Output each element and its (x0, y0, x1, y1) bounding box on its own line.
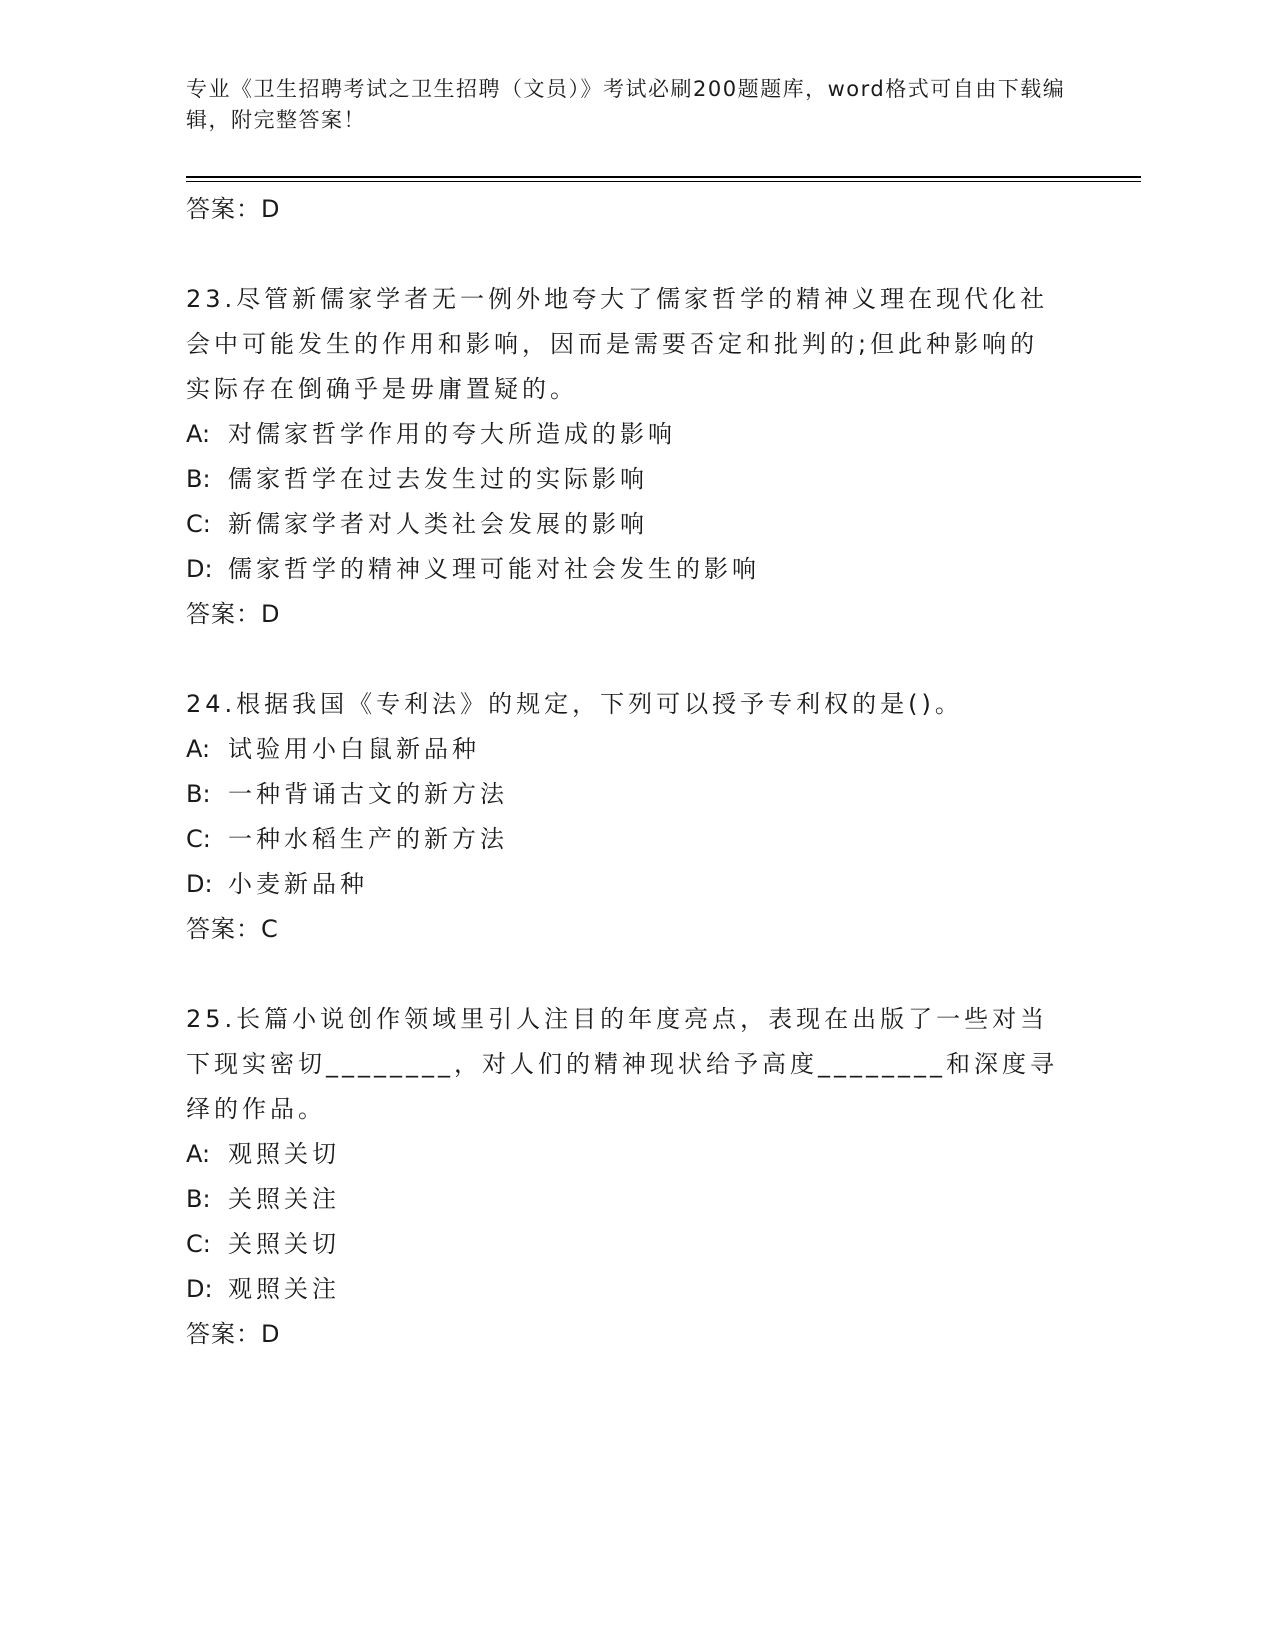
option-text: 新儒家学者对人类社会发展的影响 (228, 510, 648, 538)
option-text: 儒家哲学的精神义理可能对社会发生的影响 (228, 555, 760, 583)
option-letter: D: (186, 1275, 213, 1303)
option-text: 关照关注 (228, 1185, 340, 1213)
question-25-text: 25.长篇小说创作领域里引人注目的年度亮点，表现在出版了一些对当下现实密切________，对人们的精神现状给予高度________和深度寻绎的作品。 (186, 1005, 1058, 1123)
question-24-option-a (186, 727, 1066, 772)
option-letter: C: (186, 1230, 211, 1258)
option-letter: A: (186, 1140, 211, 1168)
question-23-option-c (186, 502, 1066, 547)
spacer (186, 952, 1066, 997)
option-text: 观照关切 (228, 1140, 340, 1168)
question-24-option-d (186, 862, 1066, 907)
option-letter: B: (186, 1185, 211, 1213)
option-letter: A: (186, 420, 211, 448)
header-divider-thick (186, 176, 1141, 178)
option-text: 一种背诵古文的新方法 (228, 780, 508, 808)
question-25-answer: 答案：D (186, 1320, 281, 1348)
option-letter: B: (186, 465, 211, 493)
previous-answer: 答案：D (186, 195, 281, 223)
question-24 (186, 682, 1066, 952)
option-letter: D: (186, 555, 213, 583)
question-content (186, 187, 1066, 1357)
question-25-option-b (186, 1177, 1066, 1222)
option-text: 对儒家哲学作用的夸大所造成的影响 (228, 420, 676, 448)
question-24-option-c (186, 817, 1066, 862)
header-divider-thin (186, 181, 1141, 182)
question-24-answer: 答案：C (186, 915, 279, 943)
option-letter: C: (186, 825, 211, 853)
option-text: 小麦新品种 (228, 870, 368, 898)
option-text: 一种水稻生产的新方法 (228, 825, 508, 853)
question-23-answer: 答案：D (186, 600, 281, 628)
option-text: 关照关切 (228, 1230, 340, 1258)
option-letter: A: (186, 735, 211, 763)
option-letter: B: (186, 780, 211, 808)
question-23-option-b (186, 457, 1066, 502)
page-header: 专业《卫生招聘考试之卫生招聘（文员）》考试必刷200题题库，word格式可自由下载编辑，附完整答案！ (186, 77, 1066, 132)
option-text: 试验用小白鼠新品种 (228, 735, 480, 763)
question-25-option-a (186, 1132, 1066, 1177)
question-25 (186, 997, 1066, 1357)
option-letter: C: (186, 510, 211, 538)
question-23-option-d (186, 547, 1066, 592)
question-23 (186, 277, 1066, 637)
option-text: 儒家哲学在过去发生过的实际影响 (228, 465, 648, 493)
question-24-text: 24.根据我国《专利法》的规定，下列可以授予专利权的是()。 (186, 690, 963, 718)
question-25-option-d (186, 1267, 1066, 1312)
question-23-text: 23.尽管新儒家学者无一例外地夸大了儒家哲学的精神义理在现代化社会中可能发生的作用和影响，因而是需要否定和批判的;但此种影响的实际存在倒确乎是毋庸置疑的。 (186, 285, 1049, 403)
spacer (186, 232, 1066, 277)
option-letter: D: (186, 870, 213, 898)
question-25-option-c (186, 1222, 1066, 1267)
option-text: 观照关注 (228, 1275, 340, 1303)
question-24-option-b (186, 772, 1066, 817)
question-23-option-a (186, 412, 1066, 457)
spacer (186, 637, 1066, 682)
